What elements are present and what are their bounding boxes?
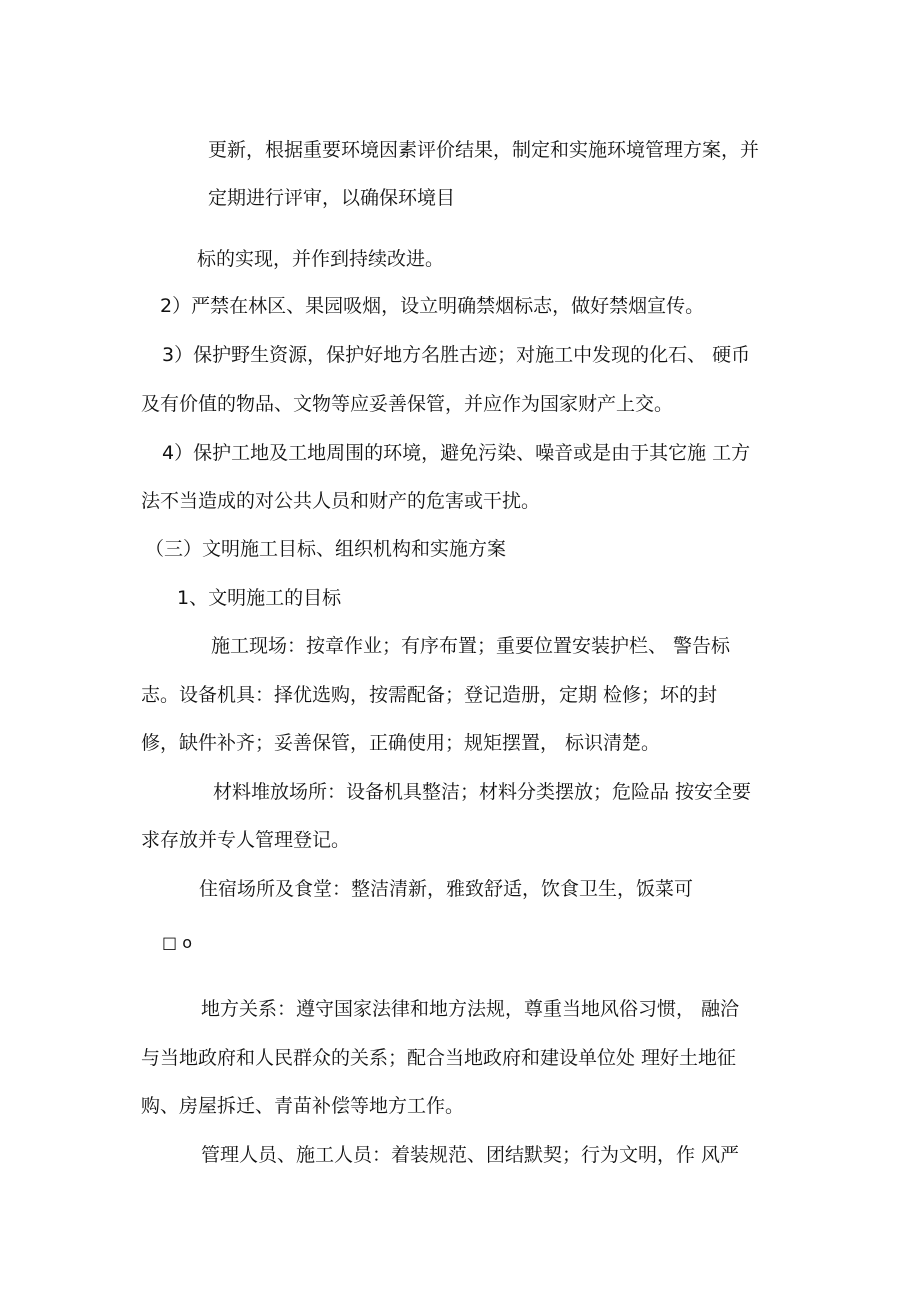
text-line: 标的实现，并作到持续改进。 <box>197 248 445 270</box>
text-line: 求存放并专人管理登记。 <box>141 829 351 851</box>
list-item: 3）保护野生资源，保护好地方名胜古迹；对施工中发现的化石、 硬币 <box>162 344 751 366</box>
text-line: 与当地政府和人民群众的关系；配合当地政府和建设单位处 理好土地征 <box>141 1047 737 1069</box>
section-heading: （三）文明施工目标、组织机构和实施方案 <box>145 538 507 560</box>
list-item: 2）严禁在林区、果园吸烟，设立明确禁烟标志，做好禁烟宣传。 <box>160 295 705 317</box>
text-line: 修，缺件补齐；妥善保管，正确使用；规矩摆置， 标识清楚。 <box>141 732 661 754</box>
text-line: 更新，根据重要环境因素评价结果，制定和实施环境管理方案，并 <box>208 139 760 161</box>
text-line: 定期进行评审，以确保环境目 <box>208 187 456 209</box>
text-line: 志。设备机具：择优选购，按需配备；登记造册，定期 检修；坏的封 <box>141 684 718 706</box>
text-line: 材料堆放场所：设备机具整洁；材料分类摆放；危险品 按安全要 <box>213 781 752 803</box>
text-line: 施工现场：按章作业；有序布置；重要位置安装护栏、 警告标 <box>211 635 731 657</box>
text-line: 住宿场所及食堂：整洁清新，雅致舒适，饮食卫生，饭菜可 <box>199 878 694 900</box>
subsection-heading: 1、文明施工的目标 <box>177 587 342 609</box>
text-line: 管理人员、施工人员：着装规范、团结默契；行为文明，作 风严 <box>201 1144 740 1166</box>
list-item: 4）保护工地及工地周围的环境，避免污染、噪音或是由于其它施 工方 <box>162 442 751 464</box>
text-line: 地方关系：遵守国家法律和地方法规，尊重当地风俗习惯， 融洽 <box>201 998 740 1020</box>
text-line: 法不当造成的对公共人员和财产的危害或干扰。 <box>141 490 541 512</box>
text-line: 购、房屋拆迁、青苗补偿等地方工作。 <box>141 1095 465 1117</box>
text-line: 及有价值的物品、文物等应妥善保管，并应作为国家财产上交。 <box>141 393 674 415</box>
text-line: □ o <box>162 933 192 952</box>
